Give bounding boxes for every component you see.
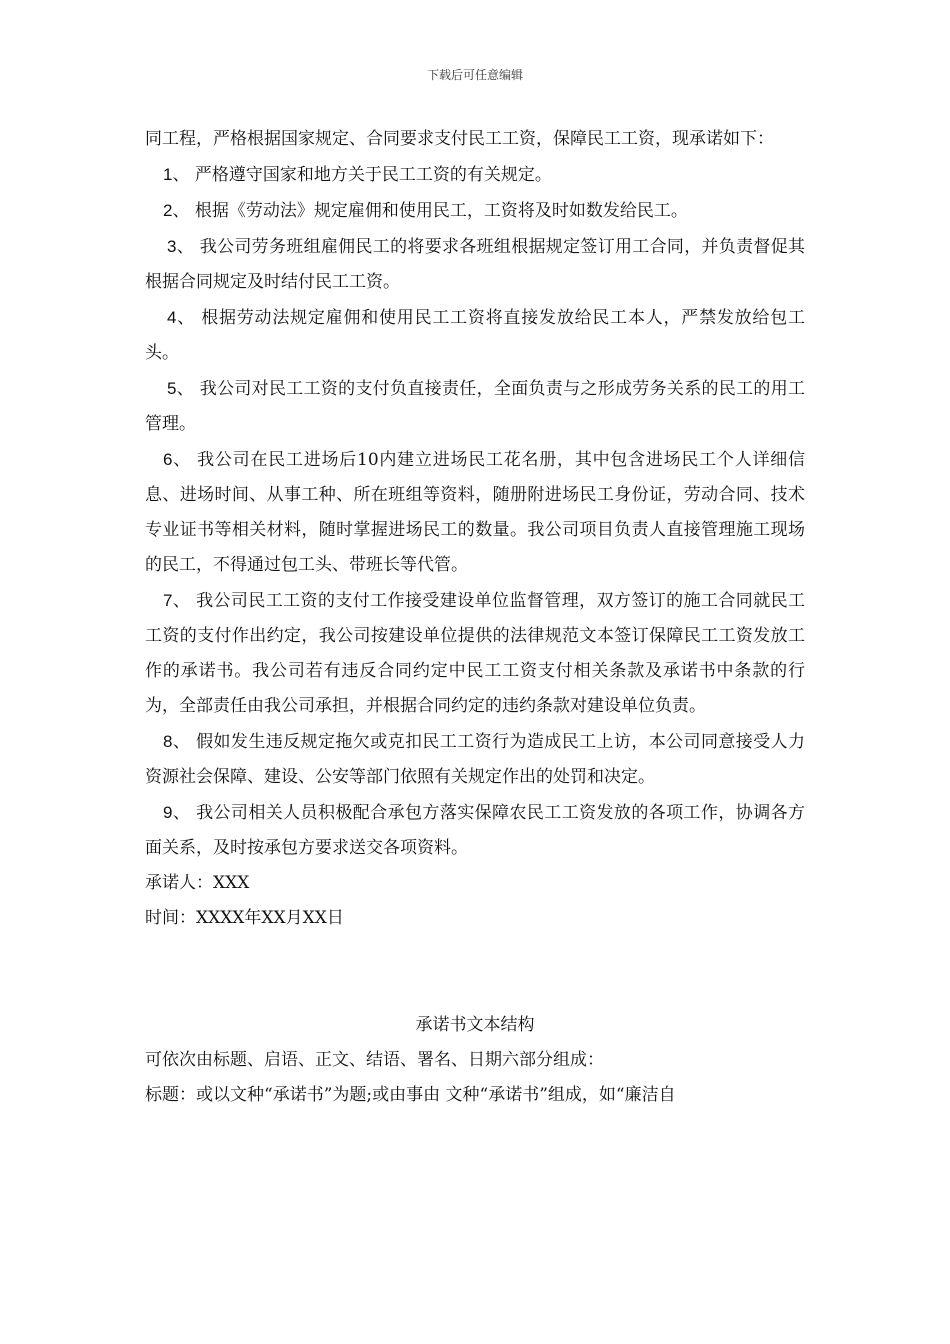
item-text: 我公司劳务班组雇佣民工的将要求各班组根据规定签订用工合同，并负责督促其根据合同规定及时结付民工工资。 xyxy=(145,237,806,292)
list-item-9 xyxy=(145,795,805,866)
section-title: 承诺书文本结构 xyxy=(415,1015,535,1035)
item-number: 2、 xyxy=(163,201,190,220)
list-item-2 xyxy=(145,193,805,229)
item-number: 7、 xyxy=(163,591,191,610)
section-line-2: 标题：或以文种“承诺书”为题;或由事由 文种“承诺书”组成，如“廉洁自 xyxy=(145,1085,676,1105)
intro-paragraph: 同工程，严格根据国家规定、合同要求支付民工工资，保障民工工资，现承诺如下： xyxy=(145,129,774,149)
item-text: 我公司民工工资的支付工作接受建设单位监督管理，双方签订的施工合同就民工工资的支付作出约定，我公司按建设单位提供的法律规范文本签订保障民工工资发放工作的承诺书。我公司若有违反合同约定中民工工资支付相关条款及承诺书中条款的行为，全部责任由我公司承担，并根据合同约定的违约条款对建设单位负责。 xyxy=(145,591,806,716)
section-line-1: 可依次由标题、启语、正文、结语、署名、日期六部分组成： xyxy=(145,1050,604,1070)
promisor-line: 承诺人：XXX xyxy=(145,873,250,893)
item-number: 6、 xyxy=(163,450,191,469)
item-text: 我公司相关人员积极配合承包方落实保障农民工工资发放的各项工作，协调各方面关系，及时按承包方要求送交各项资料。 xyxy=(145,803,806,858)
item-number: 9、 xyxy=(163,803,191,822)
item-number: 4、 xyxy=(167,308,196,327)
item-text: 严格遵守国家和地方关于民工工资的有关规定。 xyxy=(194,165,552,185)
list-item-7 xyxy=(145,583,805,724)
item-number: 8、 xyxy=(163,732,191,751)
item-text: 我公司在民工进场后10内建立进场民工花名册，其中包含进场民工个人详细信息、进场时间、从事工种、所在班组等资料，随册附进场民工身份证，劳动合同、技术专业证书等相关材料，随时掌握进场民工的数量。我公司项目负责人直接管理施工现场的民工，不得通过包工头、带班长等代管。 xyxy=(145,450,805,575)
item-number: 5、 xyxy=(167,379,195,398)
list-item-1 xyxy=(145,157,805,193)
list-item-5 xyxy=(145,371,805,442)
document-body xyxy=(145,122,805,1113)
list-item-4 xyxy=(145,300,805,371)
list-item-3 xyxy=(145,229,805,300)
item-text: 我公司对民工工资的支付负直接责任，全面负责与之形成劳务关系的民工的用工管理。 xyxy=(145,379,806,434)
list-item-6 xyxy=(145,442,805,583)
item-number: 3、 xyxy=(167,237,195,256)
item-text: 假如发生违反规定拖欠或克扣民工工资行为造成民工上访，本公司同意接受人力资源社会保障、建设、公安等部门依照有关规定作出的处罚和决定。 xyxy=(145,732,806,787)
list-item-8 xyxy=(145,724,805,795)
item-text: 根据劳动法规定雇佣和使用民工工资将直接发放给民工本人，严禁发放给包工头。 xyxy=(145,308,805,363)
item-number: 1、 xyxy=(163,165,190,184)
item-text: 根据《劳动法》规定雇佣和使用民工，工资将及时如数发给民工。 xyxy=(194,201,688,221)
date-line: 时间：XXXX年XX月XX日 xyxy=(145,908,344,928)
page-header: 下载后可任意编辑 xyxy=(426,68,523,82)
